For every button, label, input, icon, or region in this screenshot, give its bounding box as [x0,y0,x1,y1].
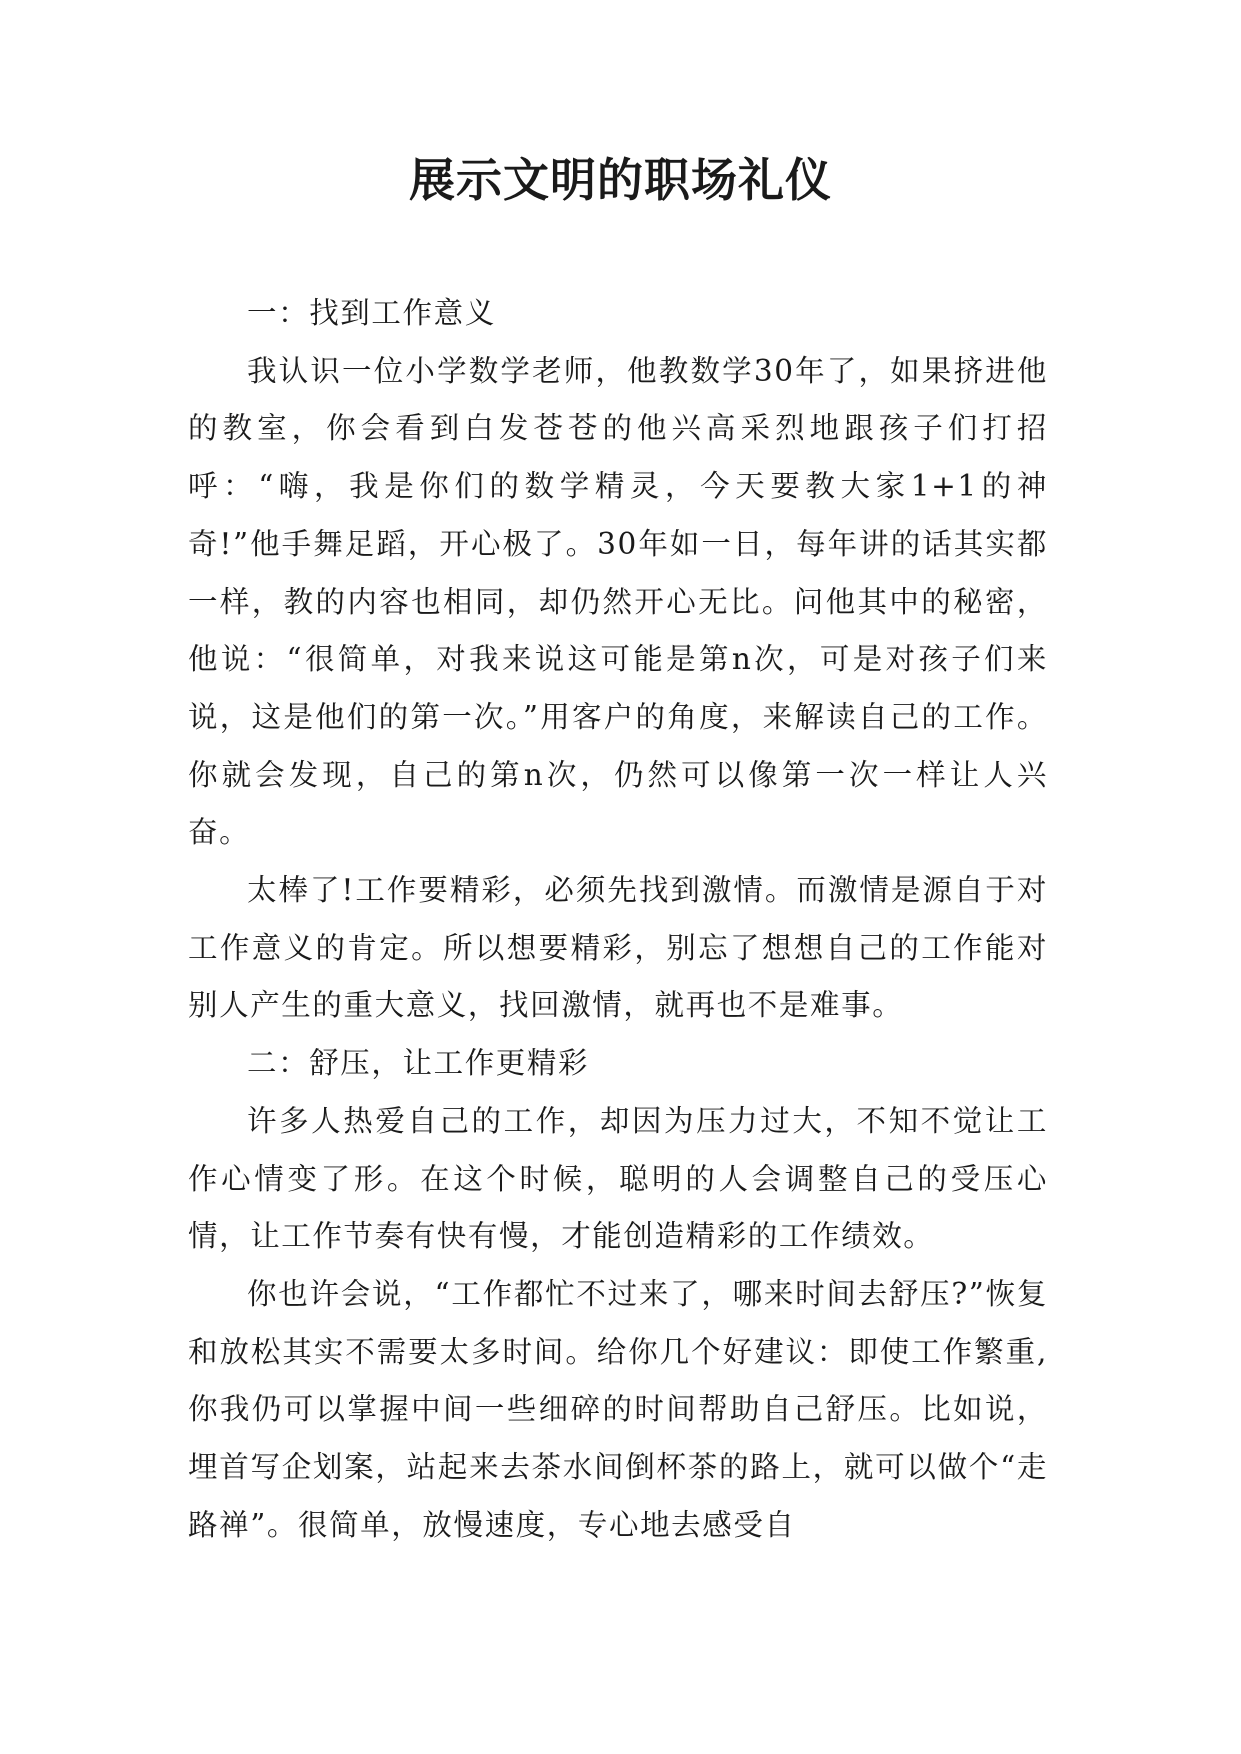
section-heading-2: 二：舒压，让工作更精彩 [247,1046,590,1081]
document-title: 展示文明的职场礼仪 [409,153,832,207]
paragraph-math-teacher: 我认识一位小学数学老师，他教数学30年了，如果挤进他的教室，你会看到白发苍苍的他兴高采烈地跟孩子们打招呼：“嗨，我是你们的数学精灵，今天要教大家1+1的神奇!”他手舞足蹈，开心极了。30年如一日，每年讲的话其实都一样，教的内容也相同，却仍然开心无比。问他其中的秘密，他说：“很简单，对我来说这可能是第n次，可是对孩子们来说，这是他们的第一次。”用客户的角度，来解读自己的工作。你就会发现，自己的第n次，仍然可以像第一次一样让人兴奋。 [188,353,1048,850]
paragraph-passion: 太棒了!工作要精彩，必须先找到激情。而激情是源自于对工作意义的肯定。所以想要精彩，别忘了想想自己的工作能对别人产生的重大意义，找回激情，就再也不是难事。 [188,873,1048,1023]
paragraph-pressure: 许多人热爱自己的工作，却因为压力过大，不知不觉让工作心情变了形。在这个时候，聪明的人会调整自己的受压心情，让工作节奏有快有慢，才能创造精彩的工作绩效。 [188,1103,1048,1254]
paragraph-relax-tips: 你也许会说，“工作都忙不过来了，哪来时间去舒压?”恢复和放松其实不需要太多时间。给你几个好建议：即使工作繁重,你我仍可以掌握中间一些细碎的时间帮助自己舒压。比如说，埋首写企划案，站起来去茶水间倒杯茶的路上，就可以做个“走路禅”。很简单，放慢速度，专心地去感受自 [188,1276,1048,1542]
section-heading-1: 一：找到工作意义 [247,296,496,330]
document-body [188,285,1048,1554]
